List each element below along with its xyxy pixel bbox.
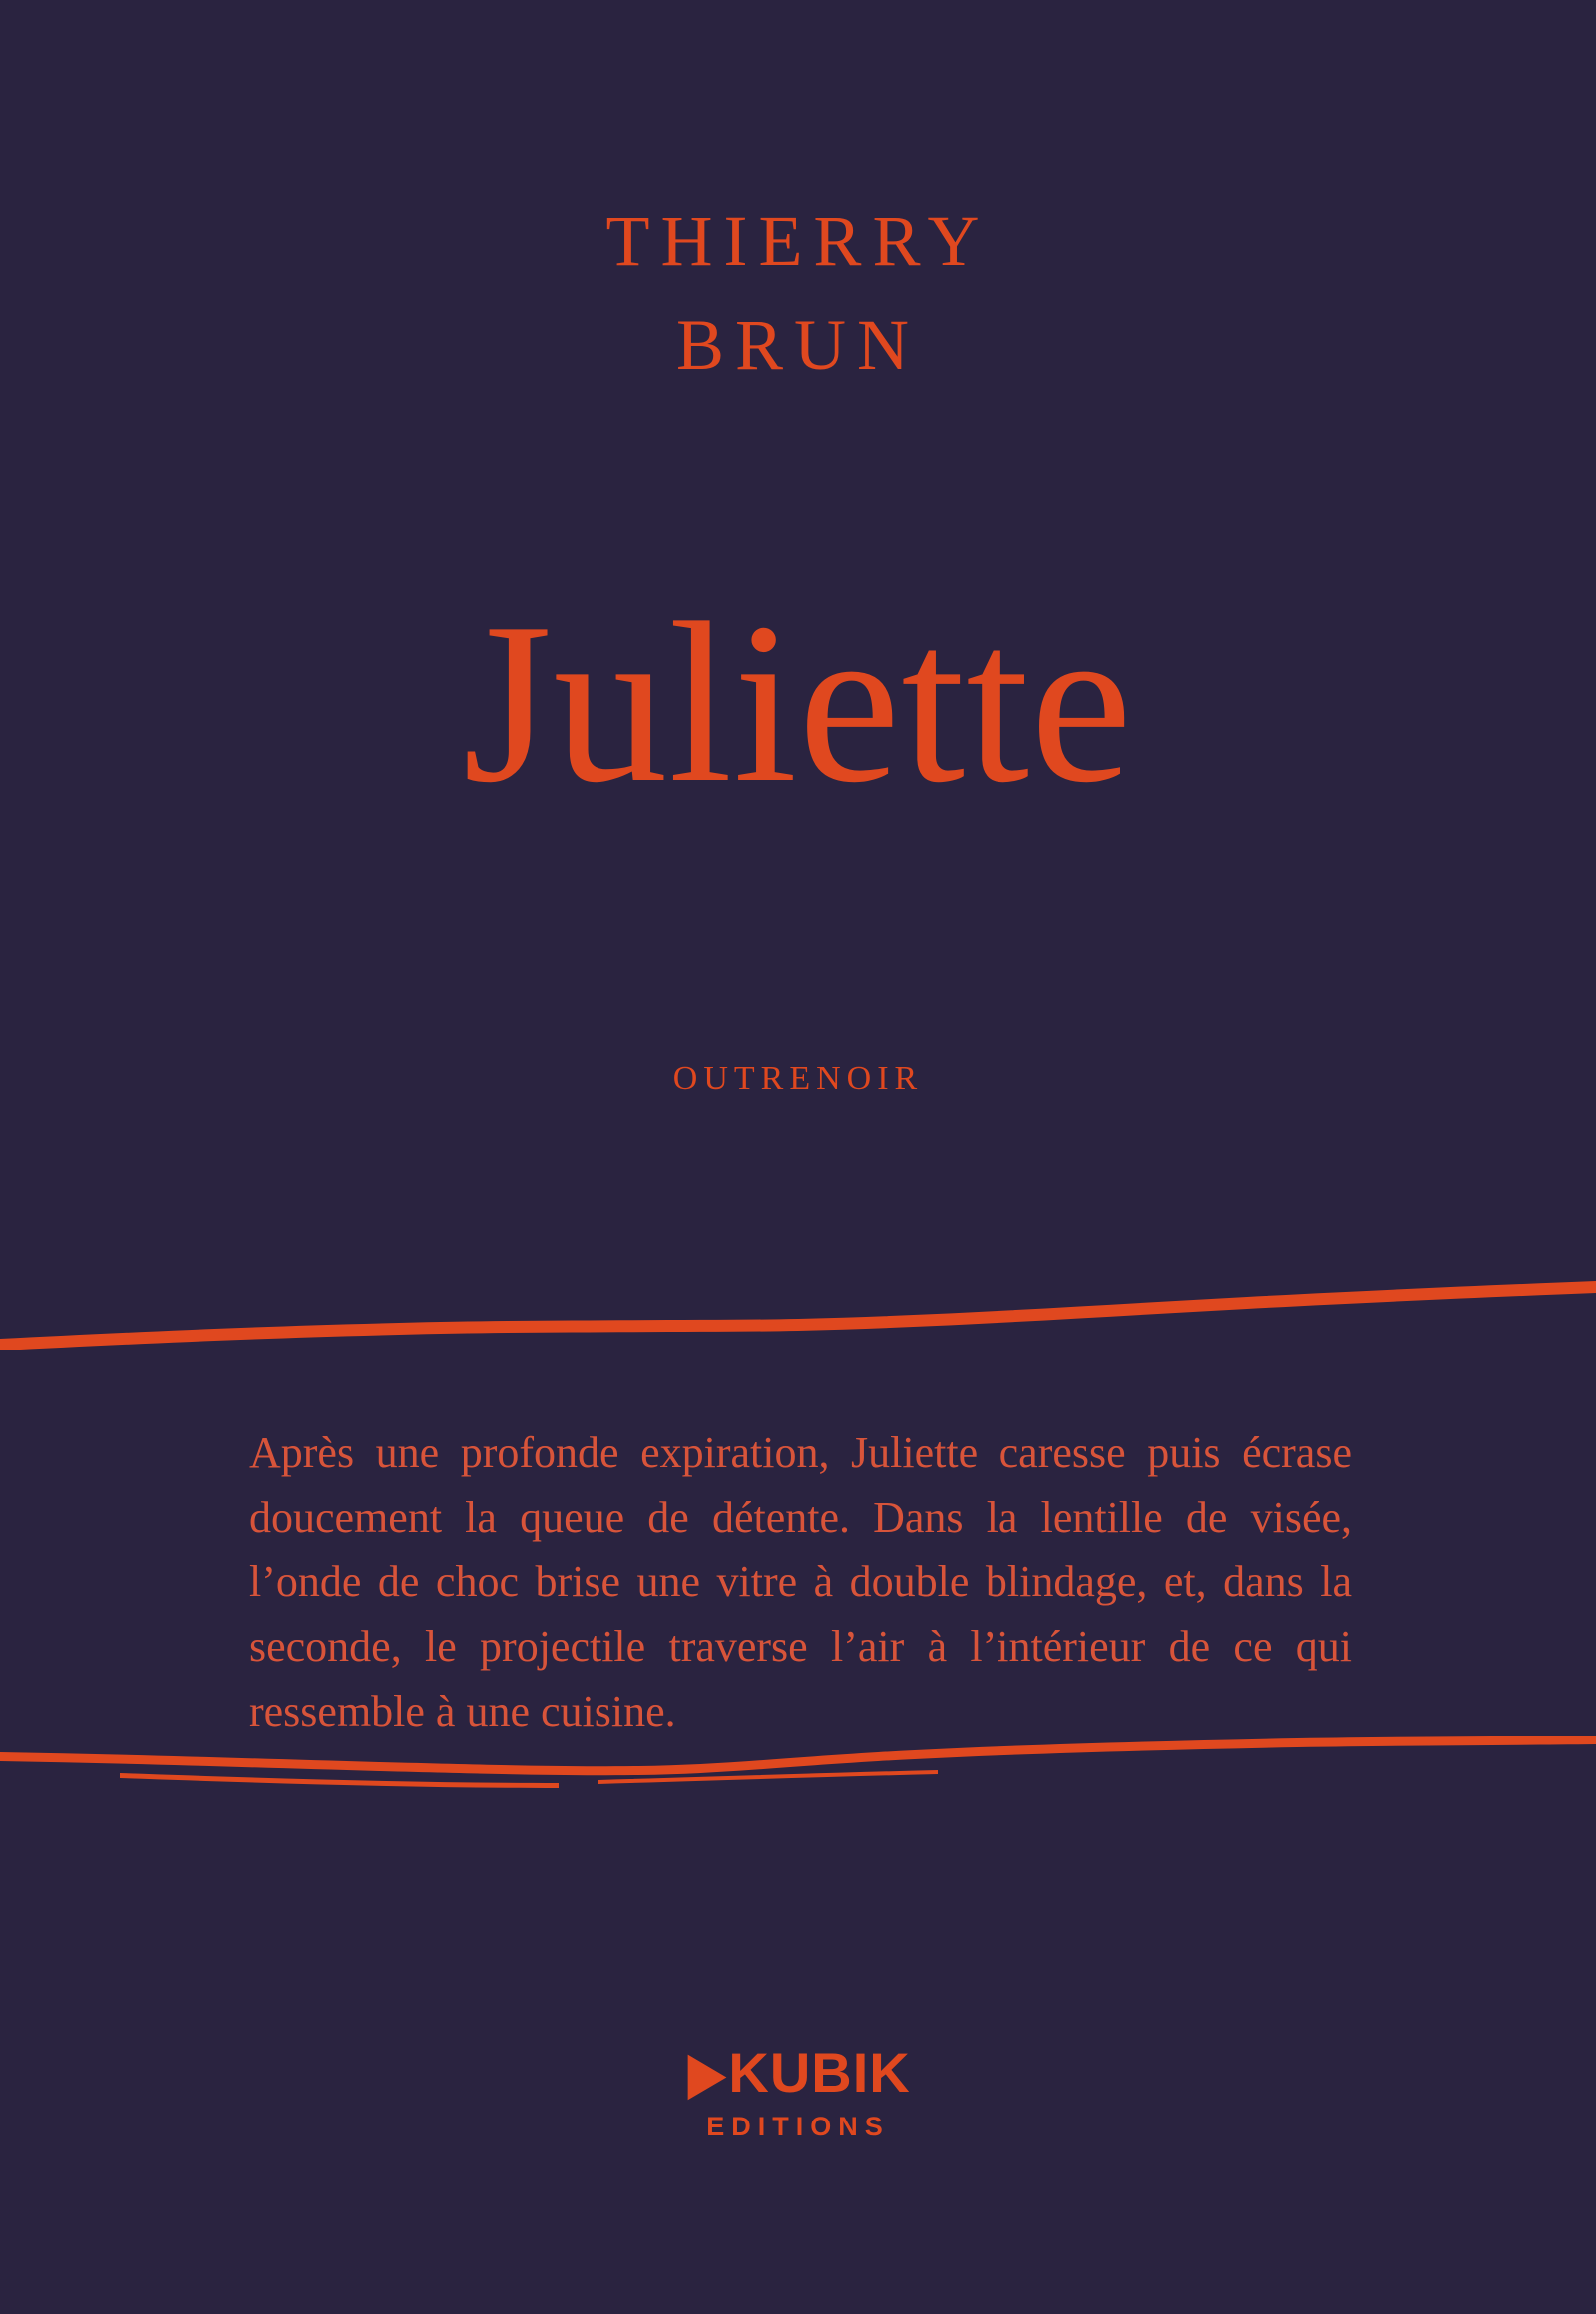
blurb-text: Après une profonde expiration, Juliette caresse puis écrase doucement la queue de détente. Dans la lentille de visée, l’onde de choc brise une vitre à double blindage, et, dans la seconde, le projectile traverse l’air à l’intérieur de ce qui ressemble à une cuisine. [249,1428,1352,1736]
collection-label: OUTRENOIR [672,1060,924,1097]
publisher-subtitle: EDITIONS [706,2112,890,2141]
publisher-name: KUBIK [728,2041,911,2104]
author-first-line: THIERRY [605,201,991,281]
author-name [0,190,1596,398]
decorative-rule-top-icon [0,1277,1596,1356]
publisher-logo [0,2040,1596,2142]
publisher-mark-icon: ▶ [688,2041,726,2104]
author-second-line: BRUN [675,305,921,386]
decorative-rule-bottom-icon [0,1734,1596,1813]
book-title: Juliette [462,576,1134,830]
